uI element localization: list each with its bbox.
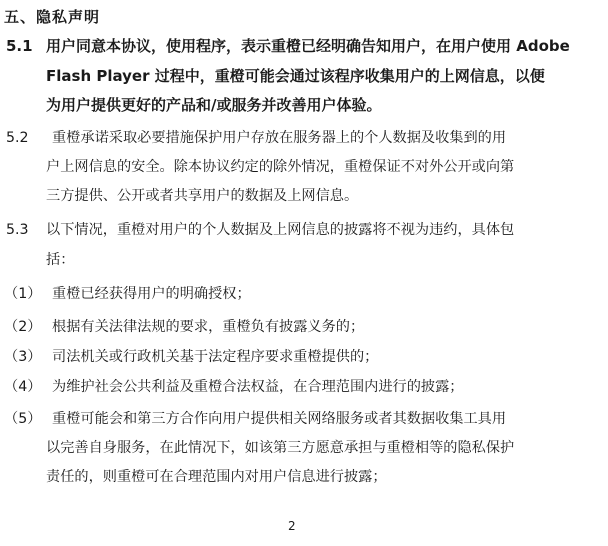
- clause-line: 用户同意本协议，使用程序，表示重橙已经明确告知用户，在用户使用 Adobe: [46, 37, 570, 55]
- item-number: （3）: [4, 349, 42, 365]
- item-text: 为维护社会公共利益及重橙合法权益，在合理范围内进行的披露；: [52, 379, 464, 395]
- clause-line: 重橙承诺采取必要措施保护用户存放在服务器上的个人数据及收集到的用: [52, 130, 507, 146]
- clause-number: 5.2: [6, 130, 29, 146]
- section-heading: 五、隐私声明: [4, 8, 101, 26]
- clause-line: 以下情况，重橙对用户的个人数据及上网信息的披露将不视为违约，具体包: [46, 222, 515, 238]
- item-number: （2）: [4, 319, 42, 335]
- item-number: （4）: [4, 379, 42, 395]
- item-number: （5）: [4, 411, 42, 427]
- item-number: （1）: [4, 286, 42, 302]
- clause-number: 5.3: [6, 222, 29, 238]
- item-text: 重橙可能会和第三方合作向用户提供相关网络服务或者其数据收集工具用: [52, 411, 507, 427]
- item-text: 责任的，则重橙可在合理范围内对用户信息进行披露；: [46, 469, 387, 485]
- clause-line: 括：: [46, 252, 75, 268]
- item-text: 根据有关法律法规的要求，重橙负有披露义务的；: [52, 319, 365, 335]
- item-text: 司法机关或行政机关基于法定程序要求重橙提供的；: [52, 349, 379, 365]
- clause-line: 户上网信息的安全。除本协议约定的除外情况，重橙保证不对外公开或向第: [46, 159, 515, 175]
- clause-number: 5.1: [6, 37, 33, 55]
- page-number: 2: [288, 519, 296, 533]
- item-text: 重橙已经获得用户的明确授权；: [52, 286, 251, 302]
- item-text: 以完善自身服务，在此情况下，如该第三方愿意承担与重橙相等的隐私保护: [46, 440, 515, 456]
- clause-line: 为用户提供更好的产品和/或服务并改善用户体验。: [46, 96, 382, 114]
- clause-line: 三方提供、公开或者共享用户的数据及上网信息。: [46, 188, 359, 204]
- clause-line: Flash Player 过程中，重橙可能会通过该程序收集用户的上网信息，以便: [46, 67, 545, 85]
